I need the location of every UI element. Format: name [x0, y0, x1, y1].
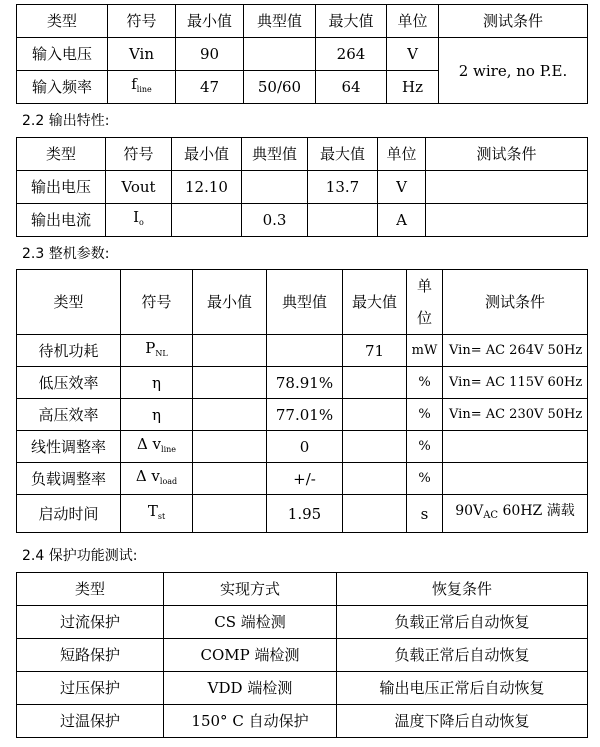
cell-type: 输出电压 [17, 171, 106, 204]
header-unit [407, 270, 443, 335]
cell-recovery: 输出电压正常后自动恢复 [337, 672, 588, 705]
cell-type: 高压效率 [17, 399, 121, 431]
cell-symbol: η [121, 367, 193, 399]
cell-method: COMP 端检测 [164, 639, 337, 672]
cell-min: 90 [176, 38, 244, 71]
header-min: 最小值 [193, 270, 267, 335]
cell-method: CS 端检测 [164, 606, 337, 639]
cell-symbol [108, 71, 176, 104]
header-condition: 测试条件 [439, 5, 588, 38]
cell-symbol: η [121, 399, 193, 431]
header-unit: 单位 [387, 5, 439, 38]
symbol-base: Δ v [135, 466, 160, 485]
cell-max [343, 367, 407, 399]
cell-typ [244, 38, 316, 71]
cell-recovery: 温度下降后自动恢复 [337, 705, 588, 738]
cell-condition: 2 wire, no P.E. [439, 38, 588, 104]
cell-min [172, 204, 242, 237]
cell-typ: +/- [267, 463, 343, 495]
cell-typ [242, 171, 308, 204]
cell-condition [443, 431, 588, 463]
cell-type: 线性调整率 [17, 431, 121, 463]
header-type: 类型 [17, 5, 108, 38]
cell-condition: Vin= AC 115V 60Hz [443, 367, 588, 399]
cell-unit: % [407, 367, 443, 399]
condition-subscript: AC [483, 510, 499, 521]
cell-symbol: Vin [108, 38, 176, 71]
cell-min: 12.10 [172, 171, 242, 204]
cell-type: 负载调整率 [17, 463, 121, 495]
cell-max: 13.7 [308, 171, 378, 204]
cell-condition [443, 495, 588, 533]
symbol-subscript: line [161, 444, 177, 454]
cell-type: 输出电流 [17, 204, 106, 237]
output-spec-table [16, 137, 588, 237]
cell-unit: s [407, 495, 443, 533]
cell-unit: V [378, 171, 426, 204]
cell-min [193, 367, 267, 399]
cell-typ: 0.3 [242, 204, 308, 237]
cell-min: 47 [176, 71, 244, 104]
cell-method: VDD 端检测 [164, 672, 337, 705]
cell-recovery: 负载正常后自动恢复 [337, 639, 588, 672]
cell-type: 短路保护 [17, 639, 164, 672]
cell-min [193, 495, 267, 533]
cell-max: 264 [316, 38, 387, 71]
cell-type: 低压效率 [17, 367, 121, 399]
symbol-base: P [145, 338, 156, 357]
cell-unit: % [407, 431, 443, 463]
cell-unit: mW [407, 335, 443, 367]
cell-max [308, 204, 378, 237]
cell-type: 输入频率 [17, 71, 108, 104]
cell-typ: 78.91% [267, 367, 343, 399]
header-typ: 典型值 [242, 138, 308, 171]
header-max: 最大值 [316, 5, 387, 38]
cell-symbol [121, 431, 193, 463]
header-symbol: 符号 [121, 270, 193, 335]
cell-recovery: 负载正常后自动恢复 [337, 606, 588, 639]
symbol-subscript: NL [155, 348, 168, 358]
cell-symbol [121, 495, 193, 533]
cell-condition: Vin= AC 230V 50Hz [443, 399, 588, 431]
symbol-subscript: load [159, 476, 178, 486]
cell-typ: 50/60 [244, 71, 316, 104]
cell-min [193, 463, 267, 495]
condition-rest: 60HZ 满载 [498, 503, 575, 519]
header-min: 最小值 [176, 5, 244, 38]
header-condition: 测试条件 [443, 270, 588, 335]
cell-type: 启动时间 [17, 495, 121, 533]
symbol-base: f [131, 75, 137, 93]
cell-symbol [106, 204, 172, 237]
cell-type: 待机功耗 [17, 335, 121, 367]
cell-typ: 1.95 [267, 495, 343, 533]
header-type: 类型 [17, 270, 121, 335]
cell-symbol [121, 335, 193, 367]
header-method: 实现方式 [164, 573, 337, 606]
system-spec-table [16, 269, 588, 533]
input-spec-table [16, 4, 588, 104]
header-type: 类型 [17, 138, 106, 171]
cell-typ [267, 335, 343, 367]
cell-min [193, 335, 267, 367]
symbol-subscript: line [136, 85, 152, 94]
header-condition: 测试条件 [426, 138, 588, 171]
cell-max [343, 431, 407, 463]
symbol-subscript: o [139, 218, 144, 227]
header-type: 类型 [17, 573, 164, 606]
header-unit-line2: 位 [416, 309, 432, 327]
section-heading-output: 2.2 输出特性: [22, 113, 110, 129]
cell-condition [426, 204, 588, 237]
condition-voltage: 90V [455, 503, 484, 519]
cell-type: 输入电压 [17, 38, 108, 71]
symbol-base: I [133, 208, 140, 226]
cell-max: 64 [316, 71, 387, 104]
cell-type: 过压保护 [17, 672, 164, 705]
header-unit-line1: 单 [416, 277, 432, 295]
section-heading-system: 2.3 整机参数: [22, 246, 110, 262]
header-symbol: 符号 [106, 138, 172, 171]
cell-condition: Vin= AC 264V 50Hz [443, 335, 588, 367]
cell-method: 150° C 自动保护 [164, 705, 337, 738]
cell-min [193, 399, 267, 431]
header-symbol: 符号 [108, 5, 176, 38]
cell-max: 71 [343, 335, 407, 367]
cell-unit: % [407, 399, 443, 431]
header-min: 最小值 [172, 138, 242, 171]
cell-typ: 0 [267, 431, 343, 463]
protection-table [16, 572, 588, 738]
header-max: 最大值 [308, 138, 378, 171]
cell-unit: V [387, 38, 439, 71]
cell-unit: Hz [387, 71, 439, 104]
cell-unit: A [378, 204, 426, 237]
cell-type: 过流保护 [17, 606, 164, 639]
cell-max [343, 399, 407, 431]
symbol-base: T [147, 501, 158, 520]
cell-max [343, 463, 407, 495]
header-typ: 典型值 [267, 270, 343, 335]
cell-typ: 77.01% [267, 399, 343, 431]
cell-condition [426, 171, 588, 204]
cell-max [343, 495, 407, 533]
cell-min [193, 431, 267, 463]
header-unit: 单位 [378, 138, 426, 171]
header-typ: 典型值 [244, 5, 316, 38]
header-recovery: 恢复条件 [337, 573, 588, 606]
cell-type: 过温保护 [17, 705, 164, 738]
cell-condition [443, 463, 588, 495]
cell-symbol: Vout [106, 171, 172, 204]
symbol-subscript: st [157, 511, 166, 521]
cell-symbol [121, 463, 193, 495]
header-max: 最大值 [343, 270, 407, 335]
symbol-base: Δ v [136, 434, 162, 453]
section-heading-protection: 2.4 保护功能测试: [22, 548, 138, 564]
cell-unit: % [407, 463, 443, 495]
